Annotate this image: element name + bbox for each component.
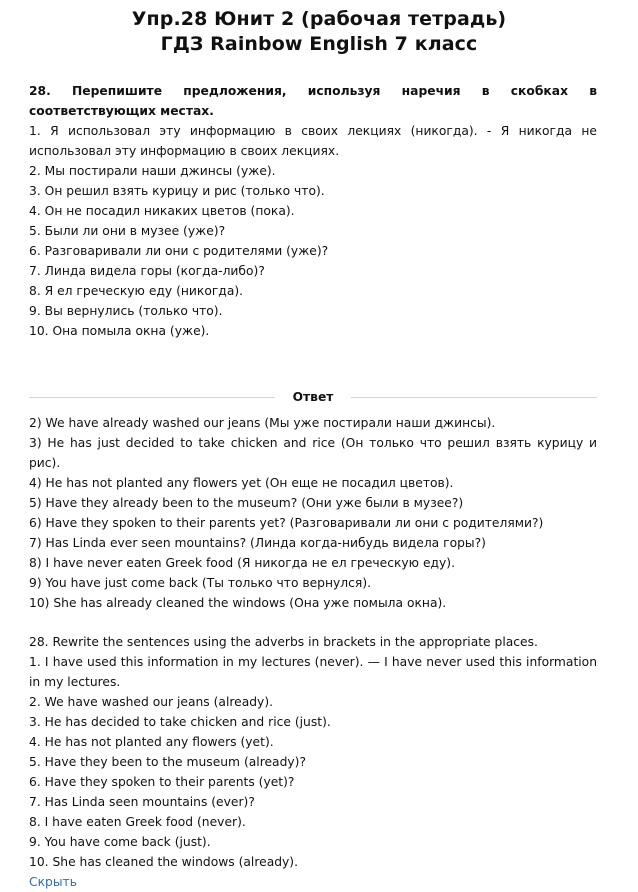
task-item: 5. Были ли они в музее (уже)?: [29, 224, 226, 238]
english-item: 5. Have they been to the museum (already)?: [29, 755, 306, 769]
english-item: 6. Have they spoken to their parents (yet)?: [29, 775, 295, 789]
task-item: 1. Я использовал эту информацию в своих лекциях (никогда). - Я никогда не использовал эту информацию в своих лекциях.: [29, 124, 597, 158]
divider-line-right: [351, 397, 597, 398]
page-title-line-2: ГДЗ Rainbow English 7 класс: [160, 33, 478, 55]
english-item: 2. We have washed our jeans (already).: [29, 695, 274, 709]
exercise-content: [29, 81, 597, 892]
english-item: 4. He has not planted any flowers (yet).: [29, 735, 274, 749]
task-item: 7. Линда видела горы (когда-либо)?: [29, 264, 265, 278]
answer-item: 5) Have they already been to the museum? (Они уже были в музее?): [29, 496, 464, 510]
task-item: 2. Мы постирали наши джинсы (уже).: [29, 164, 276, 178]
divider-line-left: [29, 397, 275, 398]
page-title: [0, 7, 638, 57]
hide-link[interactable]: Скрыть: [29, 875, 77, 889]
task-list: [29, 121, 597, 341]
task-item: 9. Вы вернулись (только что).: [29, 304, 223, 318]
answer-item: 8) I have never eaten Greek food (Я никогда не ел греческую еду).: [29, 556, 455, 570]
english-item: 7. Has Linda seen mountains (ever)?: [29, 795, 255, 809]
english-item: 1. I have used this information in my lectures (never). — I have never used this information in my lectures.: [29, 655, 597, 689]
answer-item: 9) You have just come back (Ты только что вернулся).: [29, 576, 372, 590]
english-item: 3. He has decided to take chicken and rice (just).: [29, 715, 331, 729]
task-item: 4. Он не посадил никаких цветов (пока).: [29, 204, 295, 218]
task-item: 3. Он решил взять курицу и рис (только что).: [29, 184, 325, 198]
english-item: 9. You have come back (just).: [29, 835, 211, 849]
answer-item: 2) We have already washed our jeans (Мы уже постирали наши джинсы).: [29, 416, 496, 430]
answer-list: [29, 413, 597, 613]
english-item: 10. She has cleaned the windows (already).: [29, 855, 299, 869]
task-item: 10. Она помыла окна (уже).: [29, 324, 210, 338]
task-heading: 28. Перепишите предложения, используя наречия в скобках в соответствующих местах.: [29, 84, 597, 118]
answer-item: 7) Has Linda ever seen mountains? (Линда когда-нибудь видела горы?): [29, 536, 486, 550]
answer-item: 10) She has already cleaned the windows (Она уже помыла окна).: [29, 596, 447, 610]
english-item: 8. I have eaten Greek food (never).: [29, 815, 246, 829]
page-title-line-1: Упр.28 Юнит 2 (рабочая тетрадь): [131, 8, 507, 30]
answer-item: 4) He has not planted any flowers yet (Он еще не посадил цветов).: [29, 476, 454, 490]
answer-label: Ответ: [292, 390, 334, 404]
answer-item: 3) He has just decided to take chicken and rice (Он только что решил взять курицу и рис).: [29, 436, 597, 470]
english-list: [29, 652, 597, 872]
task-item: 8. Я ел греческую еду (никогда).: [29, 284, 244, 298]
answer-item: 6) Have they spoken to their parents yet? (Разговаривали ли они с родителями?): [29, 516, 544, 530]
english-heading: 28. Rewrite the sentences using the adverbs in brackets in the appropriate places.: [29, 635, 538, 649]
answer-divider: [29, 385, 597, 409]
task-item: 6. Разговаривали ли они с родителями (уже)?: [29, 244, 329, 258]
